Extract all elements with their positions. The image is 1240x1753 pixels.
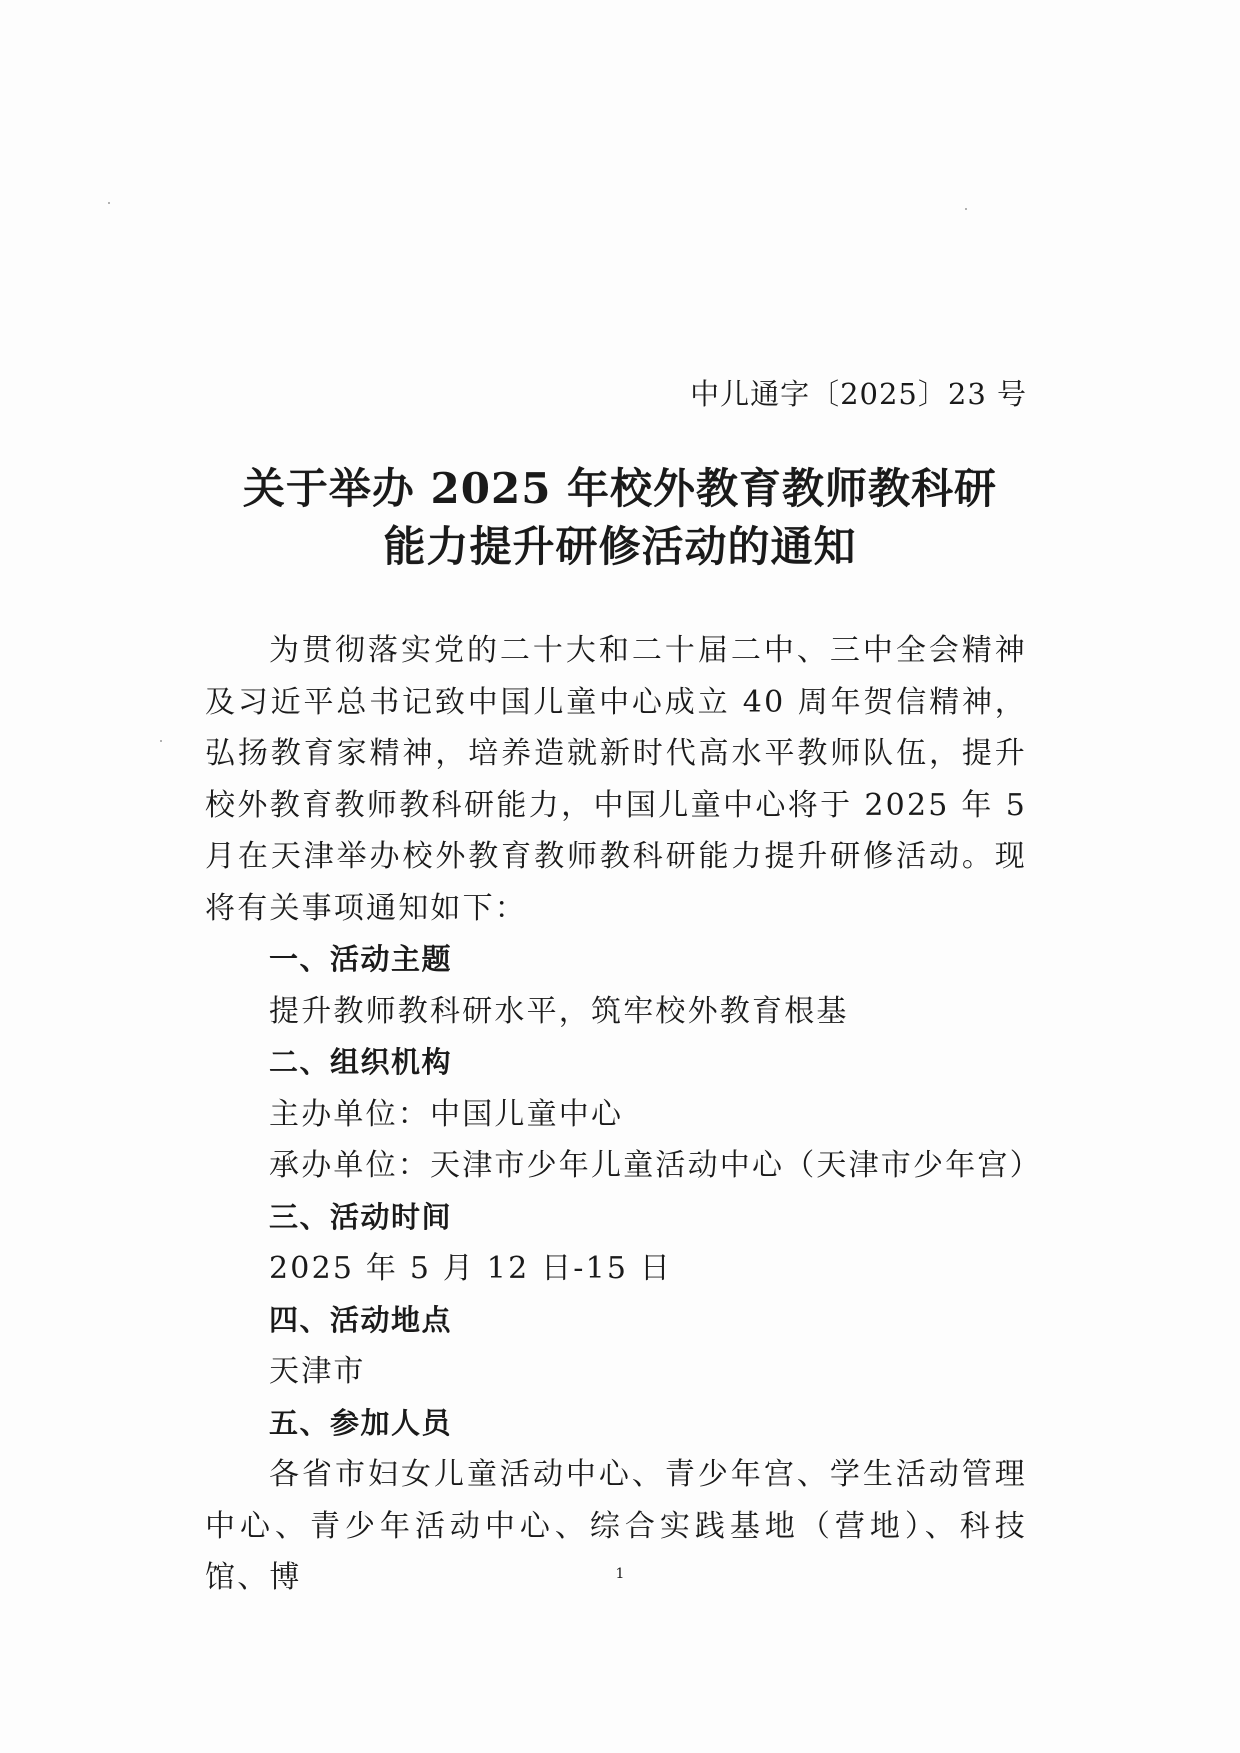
document-body xyxy=(205,625,1042,1604)
title-line-1: 关于举办 2025 年校外教育教师教科研 xyxy=(242,464,998,513)
intro-paragraph: 为贯彻落实党的二十大和二十届二中、三中全会精神及习近平总书记致中国儿童中心成立 40 周年贺信精神，弘扬教育家精神，培养造就新时代高水平教师队伍，提升校外教育教师教科研能力，中国儿童中心将于 2025 年 5 月在天津举办校外教育教师教科研能力提升研修活动。现将有关事项通知如下： xyxy=(205,633,1027,926)
section-heading-theme: 一、活动主题 xyxy=(269,942,453,976)
scan-speck xyxy=(965,208,967,210)
page-number: 1 xyxy=(615,1566,625,1582)
scan-speck xyxy=(108,202,110,204)
participants-paragraph: 各省市妇女儿童活动中心、青少年宫、学生活动管理中心、青少年活动中心、综合实践基地（营地）、科技馆、博 xyxy=(205,1457,1027,1595)
host-unit: 主办单位：中国儿童中心 xyxy=(269,1096,624,1132)
organizer-unit: 承办单位：天津市少年儿童活动中心（天津市少年宫） xyxy=(269,1148,1042,1183)
section-heading-organization: 二、组织机构 xyxy=(269,1045,453,1079)
activity-location: 天津市 xyxy=(269,1354,366,1389)
theme-text: 提升教师教科研水平，筑牢校外教育根基 xyxy=(269,993,849,1029)
section-heading-time: 三、活动时间 xyxy=(269,1199,453,1234)
scan-speck xyxy=(160,740,162,742)
activity-time: 2025 年 5 月 12 日-15 日 xyxy=(269,1251,673,1286)
document-title xyxy=(0,460,1240,576)
title-line-2: 能力提升研修活动的通知 xyxy=(383,522,857,571)
document-number: 中儿通字〔2025〕23 号 xyxy=(690,377,1027,411)
section-heading-participants: 五、参加人员 xyxy=(269,1405,453,1440)
section-heading-location: 四、活动地点 xyxy=(269,1302,453,1337)
